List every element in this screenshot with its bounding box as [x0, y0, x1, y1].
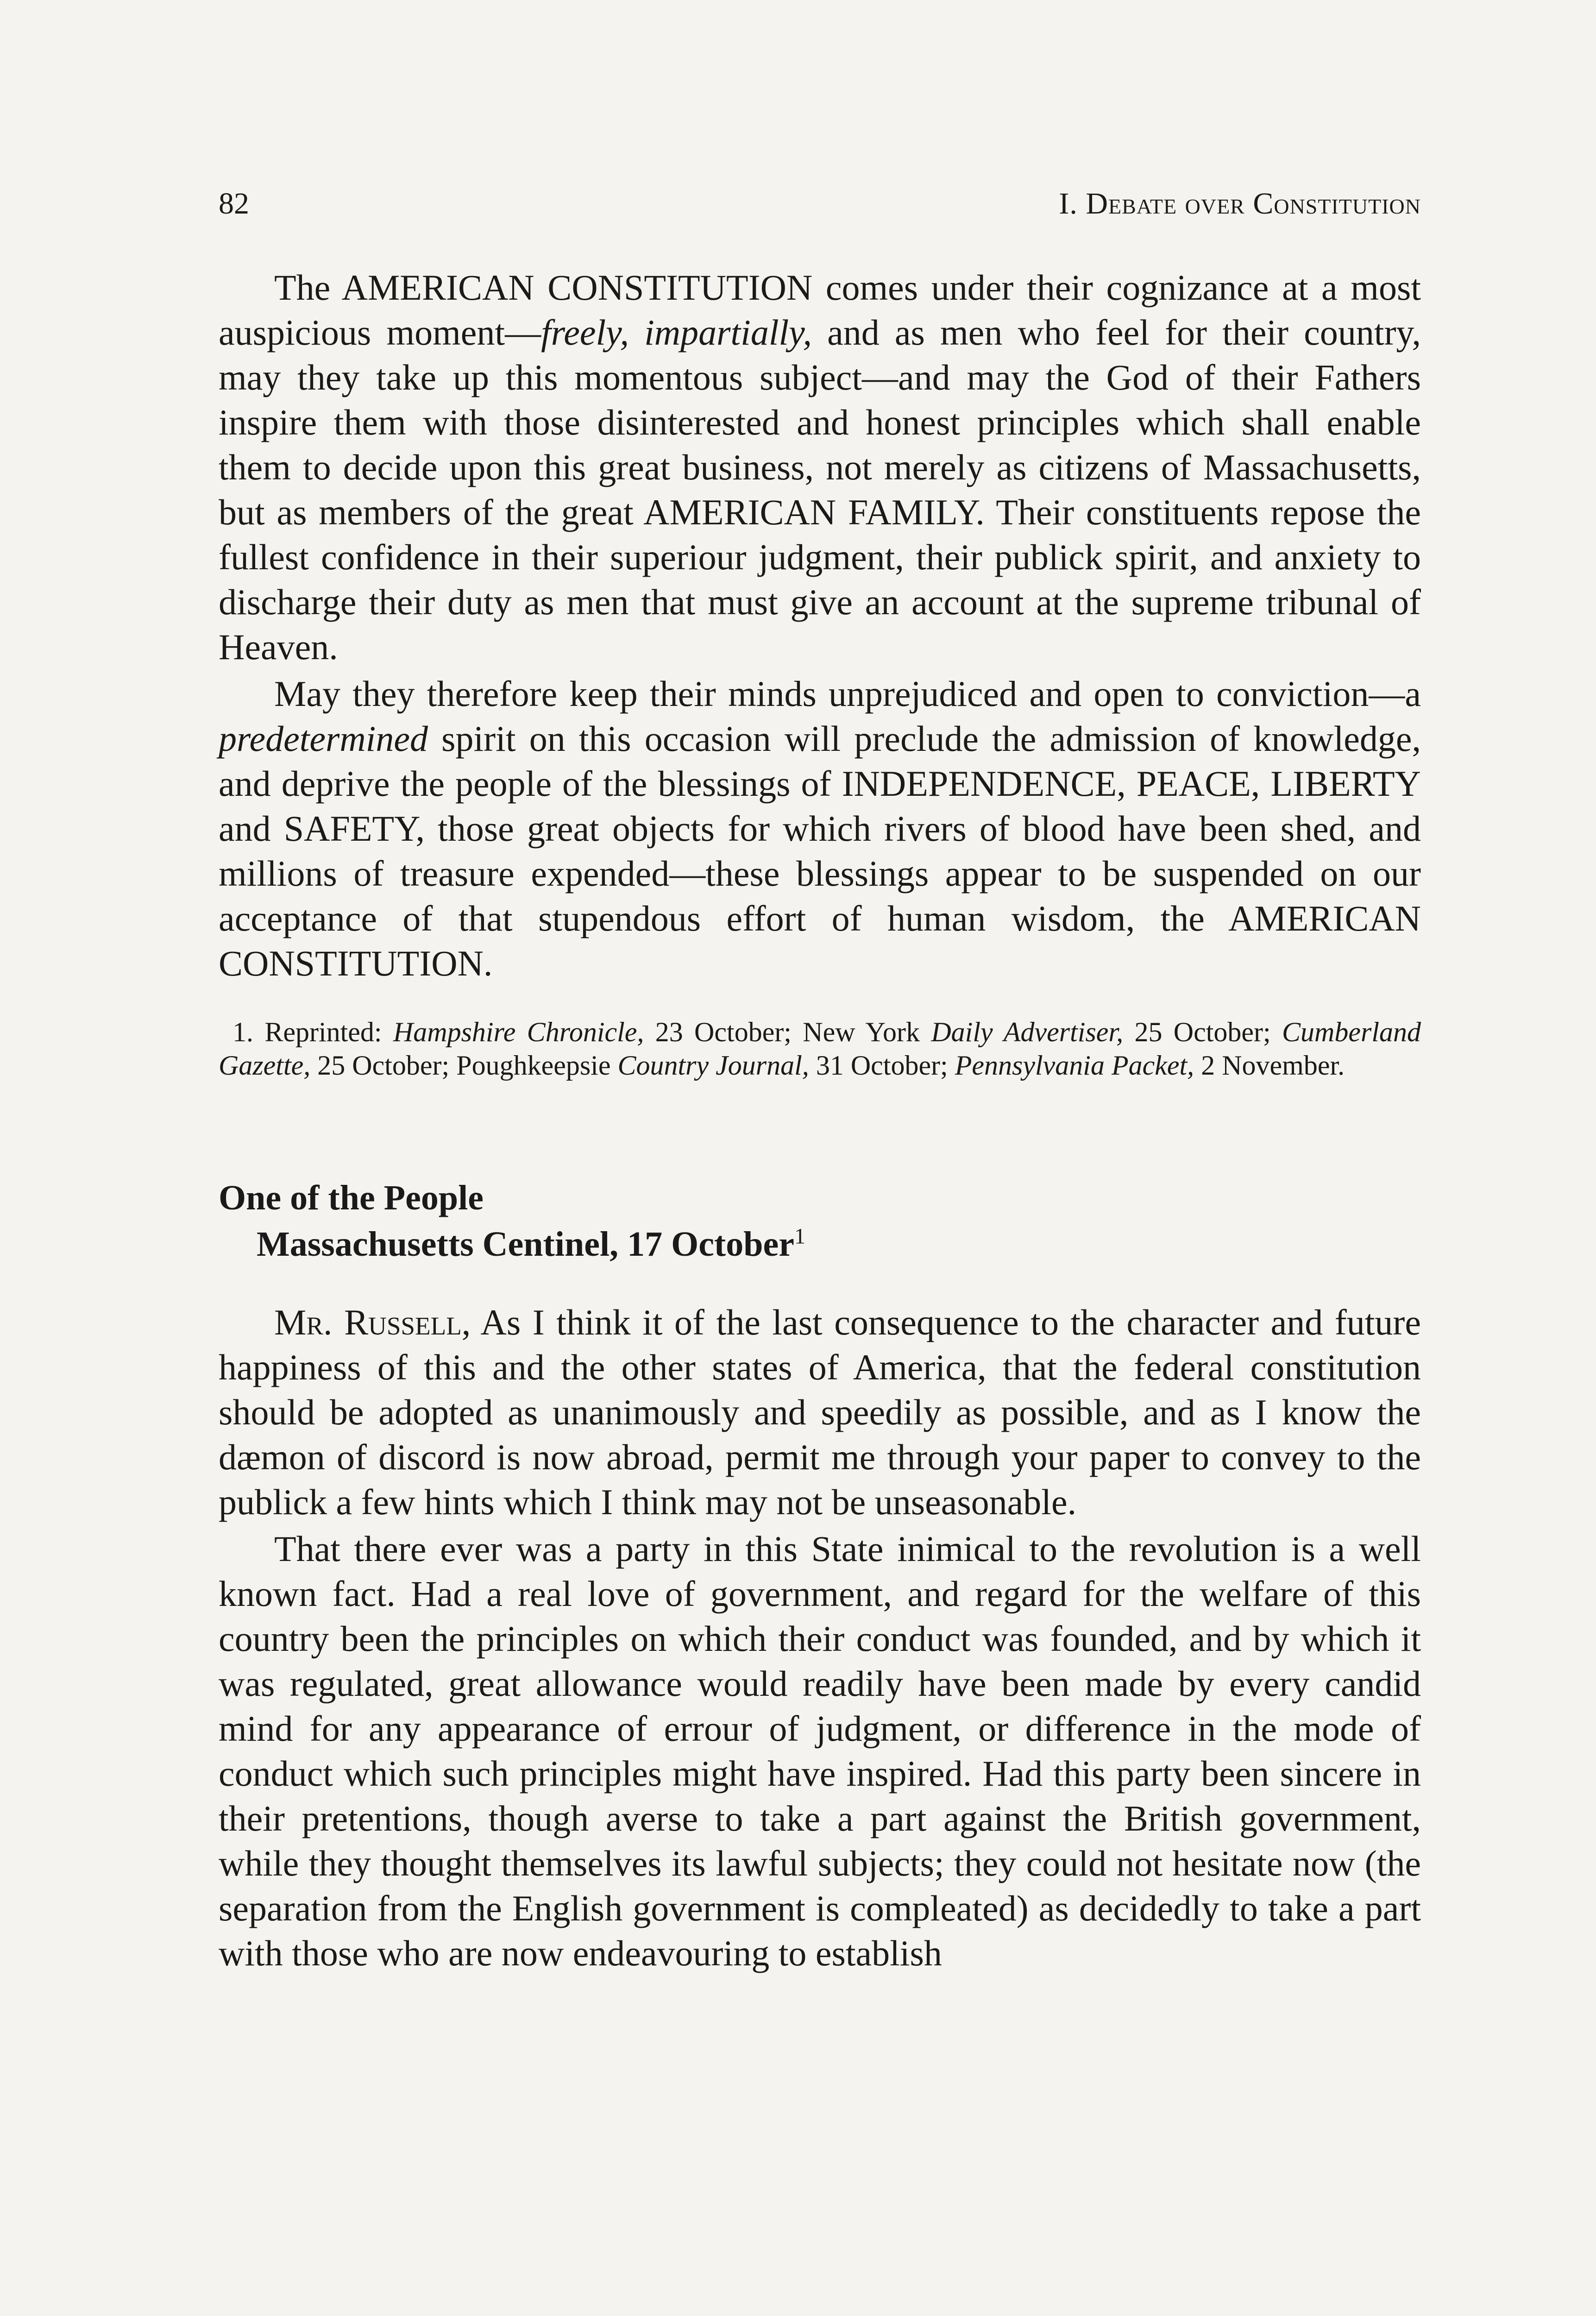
text-run: 25 October;: [1123, 1017, 1282, 1047]
text-run: 23 October; New York: [644, 1017, 931, 1047]
italic-text-run: predetermined: [219, 718, 428, 759]
italic-text-run: Pennsylvania Packet,: [955, 1050, 1194, 1081]
running-head: [219, 185, 1421, 222]
page-number: 82: [219, 187, 249, 220]
text-run: spirit on this occasion will preclude the admission of knowledge, and deprive the people of the blessings of INDEPENDENCE, PEACE, LIBERTY and SAFETY, those great objects for which rivers of blood have been shed, and millions of treasure expended—these blessings appear to be suspended on our acceptance of that stupendous effort of human wisdom, the AMERICAN CONSTITUTION.: [219, 718, 1421, 983]
italic-text-run: Hampshire Chronicle,: [393, 1017, 644, 1047]
document-page: [219, 185, 1421, 1976]
italic-text-run: freely, impartially,: [541, 312, 812, 352]
body-paragraph: [219, 1526, 1421, 1976]
text-run: The AMERICAN CONSTITUTION comes under their cognizance at a most auspicious moment—: [219, 267, 1421, 352]
italic-text-run: Daily Advertiser,: [931, 1017, 1124, 1047]
text-run: and as men who feel for their country, may they take up this momentous subject—and may the God of their Fathers inspire them with those disinterested and honest principles which shall enable them to decide upon this great business, not merely as citizens of Massachusetts, but as members of the great AMERICAN FAMILY. Their constituents repose the fullest confidence in their superiour judgment, their publick spirit, and anxiety to discharge their duty as men that must give an account at the supreme tribunal of Heaven.: [219, 312, 1421, 667]
text-run: May they therefore keep their minds unprejudiced and open to conviction—a: [274, 673, 1421, 714]
text-run: That there ever was a party in this State inimical to the revolution is a well known fact. Had a real love of government, and regard for the welfare of this country been the principles on which their conduct was founded, and by which it was regulated, great allowance would readily have been made by every candid mind for any appearance of errour of judgment, or difference in the mode of conduct which such principles might have inspired. Had this party been sincere in their pretentions, though averse to take a part against the British government, while they thought themselves its lawful subjects; they could not hesitate now (the separation from the English government is compleated) as decidedly to take a part with those who are now endeavouring to establish: [219, 1529, 1421, 1973]
text-run: 31 October;: [809, 1050, 955, 1081]
running-title: I. Debate over Constitution: [1059, 187, 1421, 220]
footnote-marker: 1: [794, 1224, 805, 1249]
salutation: Mr. Russell,: [274, 1302, 471, 1342]
section-subtitle: [219, 1221, 1421, 1267]
italic-text-run: Country Journal,: [617, 1050, 809, 1081]
text-run: 2 November.: [1194, 1050, 1345, 1081]
text-run: 1. Reprinted:: [232, 1017, 393, 1047]
footnote: [219, 1015, 1421, 1082]
body-paragraph: [219, 671, 1421, 986]
body-paragraph: [219, 1300, 1421, 1524]
body-paragraph: [219, 265, 1421, 669]
text-run: 25 October; Poughkeepsie: [310, 1050, 618, 1081]
section-title: One of the People: [219, 1178, 484, 1217]
text-run: As I think it of the last consequence to the character and future happiness of this and the other states of America, that the federal constitution should be adopted as unanimously and speedily as possible, and as I know the dæmon of discord is now abroad, permit me through your paper to convey to the publick a few hints which I think may not be unseasonable.: [219, 1302, 1421, 1522]
section-subtitle-text: Massachusetts Centinel, 17 October: [257, 1225, 794, 1264]
section-heading: [219, 1175, 1421, 1267]
italic-text-run: Cumberland Gazette,: [219, 1017, 1421, 1081]
